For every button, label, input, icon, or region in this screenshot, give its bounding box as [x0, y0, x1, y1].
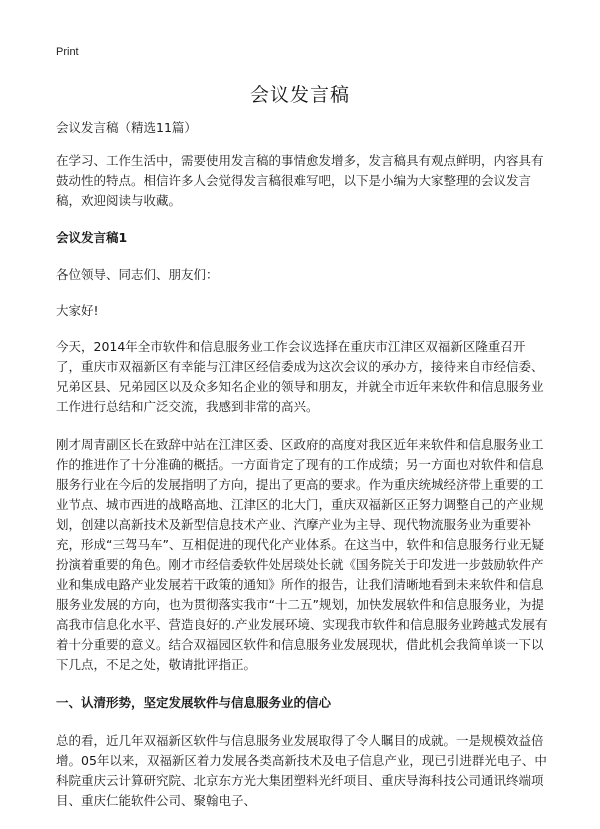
body-paragraph-3: 总的看，近几年双福新区软件与信息服务业发展取得了令人瞩目的成就。一是规模效益倍增。05年以来，双福新区着力发展各类高新技术及电子信息产业，现已引进群光电子、中科院重庆云计算研究院、北京东方光大集团塑料光纤项目、重庆导海科技公司通讯终端项目、重庆仁能软件公司、聚翰电子、: [56, 733, 547, 808]
speech-heading: 会议发言稿1: [56, 230, 128, 245]
salutation-line: 大家好!: [56, 303, 99, 318]
document-subtitle: 会议发言稿（精选11篇）: [56, 120, 197, 135]
document-title: 会议发言稿: [249, 84, 350, 106]
intro-paragraph: 在学习、工作生活中，需要使用发言稿的事情愈发增多，发言稿具有观点鲜明，内容具有鼓动性的特点。相信许多人会觉得发言稿很难写吧，以下是小编为大家整理的会议发言稿，欢迎阅读与收藏。: [56, 153, 544, 208]
body-paragraph-2: 刚才周青副区长在致辞中站在江津区委、区政府的高度对我区近年来软件和信息服务业工作的推进作了十分准确的概括。一方面肯定了现有的工作成绩；另一方面也对软件和信息服务行业在今后的发展指明了方向，提出了更高的要求。作为重庆统城经济带上重要的工业节点、城市西进的战略高地、江津区的北大门，重庆双福新区正努力调整自己的产业规划，创建以高新技术及新型信息技术产业、汽摩产业为主导、现代物流服务业为重要补充，形成“三驾马车”、互相促进的现代化产业体系。在这当中，软件和信息服务行业无疑扮演着重要的角色。刚才市经信委软件处居琰处长就《国务院关于印发进一步鼓励软件产业和集成电路产业发展若干政策的通知》所作的报告，让我们清晰地看到未来软件和信息服务业发展的方向，也为贯彻落实我市“十二五”规划，加快发展软件和信息服务业，为提高我市信息化水平、营造良好的.产业发展环境、实现我市软件和信息服务业跨越式发展有着十分重要的意义。结合双福园区软件和信息服务业发展现状，借此机会我简单谈一下以下几点，不足之处，敬请批评指正。: [56, 437, 548, 672]
section-heading-1: 一、认清形势，坚定发展软件与信息服务业的信心: [56, 695, 332, 710]
body-paragraph-1: 今天，2014年全市软件和信息服务业工作会议选择在重庆市江津区双福新区隆重召开了，重庆市双福新区有幸能与江津区经信委成为这次会议的承办方，接待来自市经信委、兄弟区县、兄弟园区以及众多知名企业的领导和朋友，并就全市近年来软件和信息服务业工作进行总结和广泛交流，我感到非常的高兴。: [56, 339, 544, 414]
print-label[interactable]: Print: [56, 46, 79, 58]
document-body: [56, 118, 548, 829]
greeting-line: 各位领导、同志们、朋友们：: [56, 267, 219, 282]
